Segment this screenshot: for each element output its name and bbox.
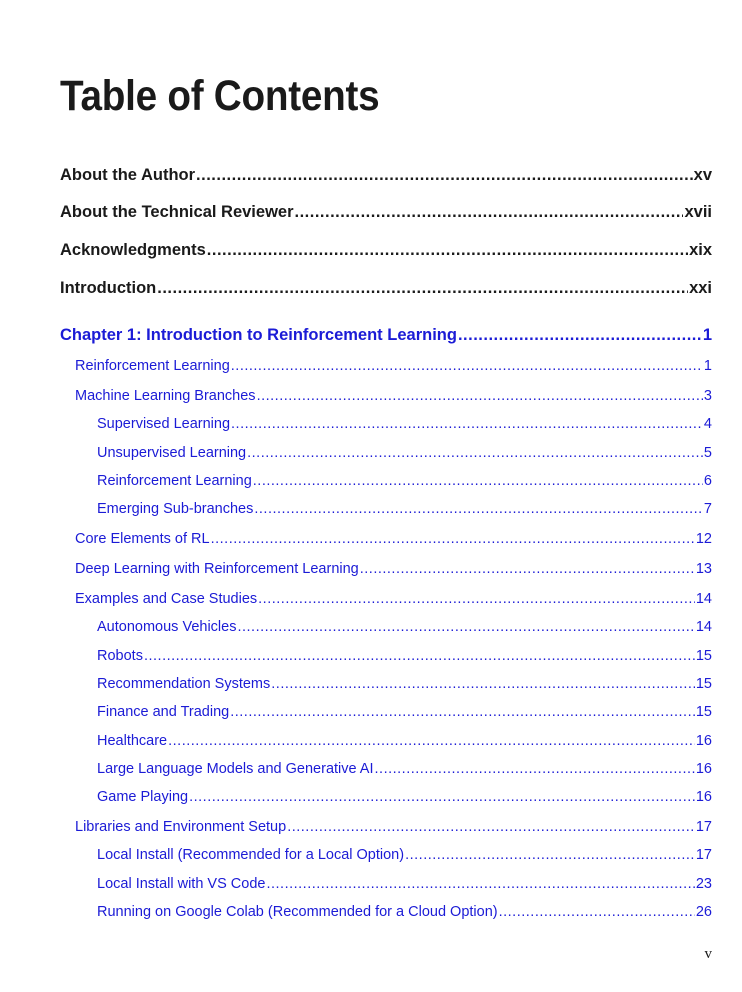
dot-leader xyxy=(405,847,695,863)
toc-entry-title: Reinforcement Learning xyxy=(97,473,252,489)
toc-entry[interactable] xyxy=(75,531,712,547)
toc-entry[interactable] xyxy=(75,591,712,607)
dot-leader xyxy=(258,591,695,607)
toc-entry-page: 13 xyxy=(695,561,712,577)
toc-entry-page: 26 xyxy=(695,904,712,920)
toc-entry-page: 1 xyxy=(703,358,712,374)
toc-entry-title: Examples and Case Studies xyxy=(75,591,258,607)
dot-leader xyxy=(207,241,688,260)
toc-subentry[interactable] xyxy=(97,904,712,920)
toc-entry-title: Emerging Sub-branches xyxy=(97,501,254,517)
toc-entry-title: Deep Learning with Reinforcement Learning xyxy=(75,561,359,577)
dot-leader xyxy=(254,501,703,517)
toc-entry-title: Supervised Learning xyxy=(97,416,231,432)
dot-leader xyxy=(287,819,695,835)
toc-entry-page: xv xyxy=(693,166,712,184)
toc-entry-title: Healthcare xyxy=(97,733,168,749)
toc-subentry[interactable] xyxy=(97,501,712,517)
dot-leader xyxy=(375,761,695,777)
toc-entry-title: Libraries and Environment Setup xyxy=(75,819,287,835)
dot-leader xyxy=(458,326,702,345)
toc-entry-page: 16 xyxy=(695,733,712,749)
dot-leader xyxy=(247,445,703,461)
dot-leader xyxy=(211,531,695,547)
dot-leader xyxy=(257,388,703,404)
dot-leader xyxy=(271,676,695,692)
toc-entry-title: About the Author xyxy=(60,166,196,184)
toc-entry-page: 17 xyxy=(695,819,712,835)
dot-leader xyxy=(189,789,695,805)
toc-entry-page: 7 xyxy=(703,501,712,517)
toc-entry-title: Running on Google Colab (Recommended for a Cloud Option) xyxy=(97,904,498,920)
toc-subentry[interactable] xyxy=(97,619,712,635)
toc-entry-page: 23 xyxy=(695,876,712,892)
toc-entry-title: Autonomous Vehicles xyxy=(97,619,237,635)
toc-entry-page: xvii xyxy=(684,203,712,221)
dot-leader xyxy=(168,733,695,749)
toc-entry-page: 15 xyxy=(695,704,712,720)
toc-entry[interactable] xyxy=(75,561,712,577)
toc-chapter-page: 1 xyxy=(702,326,712,344)
dot-leader xyxy=(237,619,694,635)
dot-leader xyxy=(499,904,695,920)
dot-leader xyxy=(196,166,693,185)
toc-entry-page: 12 xyxy=(695,531,712,547)
page-number: v xyxy=(704,946,712,962)
toc-entry-page: 16 xyxy=(695,789,712,805)
toc-entry-page: 14 xyxy=(695,591,712,607)
dot-leader xyxy=(157,279,688,298)
toc-entry-page: 6 xyxy=(703,473,712,489)
toc-subentry[interactable] xyxy=(97,876,712,892)
toc-subentry[interactable] xyxy=(97,676,712,692)
toc-entry-title: Game Playing xyxy=(97,789,189,805)
dot-leader xyxy=(231,416,703,432)
toc-entry-acknowledgments[interactable] xyxy=(60,241,712,260)
dot-leader xyxy=(360,561,695,577)
toc-entry-title: Unsupervised Learning xyxy=(97,445,247,461)
toc-entry-title: Acknowledgments xyxy=(60,241,206,259)
toc-entry-page: 16 xyxy=(695,761,712,777)
toc-entry-about-reviewer[interactable] xyxy=(60,203,712,222)
toc-subentry[interactable] xyxy=(97,761,712,777)
toc-entry[interactable] xyxy=(75,358,712,374)
toc-entry-introduction[interactable] xyxy=(60,279,712,298)
toc-entry-title: Local Install with VS Code xyxy=(97,876,266,892)
toc-subentry[interactable] xyxy=(97,847,712,863)
toc-subentry[interactable] xyxy=(97,789,712,805)
toc-subentry[interactable] xyxy=(97,733,712,749)
toc-subentry[interactable] xyxy=(97,473,712,489)
toc-entry-page: 3 xyxy=(703,388,712,404)
dot-leader xyxy=(266,876,694,892)
toc-chapter-title: Chapter 1: Introduction to Reinforcement Learning xyxy=(60,326,457,344)
toc-entry-title: Introduction xyxy=(60,279,157,297)
toc-entry-title: Finance and Trading xyxy=(97,704,230,720)
toc-entry-title: Robots xyxy=(97,648,143,664)
toc-chapter-1[interactable] xyxy=(60,326,712,345)
toc-entry-title: Reinforcement Learning xyxy=(75,358,230,374)
page-title: Table of Contents xyxy=(60,72,380,120)
toc-entry[interactable] xyxy=(75,388,712,404)
toc-entry-page: 14 xyxy=(695,619,712,635)
toc-entry-page: 15 xyxy=(695,648,712,664)
toc-entry-page: 4 xyxy=(703,416,712,432)
toc-subentry[interactable] xyxy=(97,416,712,432)
toc-entry-page: 17 xyxy=(695,847,712,863)
toc-entry-title: Core Elements of RL xyxy=(75,531,210,547)
dot-leader xyxy=(295,203,684,222)
dot-leader xyxy=(144,648,695,664)
dot-leader xyxy=(231,358,703,374)
toc-entry-title: Large Language Models and Generative AI xyxy=(97,761,374,777)
toc-entry-title: About the Technical Reviewer xyxy=(60,203,294,221)
toc-subentry[interactable] xyxy=(97,648,712,664)
dot-leader xyxy=(230,704,695,720)
toc-subentry[interactable] xyxy=(97,445,712,461)
toc-entry-title: Local Install (Recommended for a Local Option) xyxy=(97,847,405,863)
toc-entry[interactable] xyxy=(75,819,712,835)
toc-entry-about-author[interactable] xyxy=(60,166,712,185)
toc-entry-page: 15 xyxy=(695,676,712,692)
toc-entry-title: Machine Learning Branches xyxy=(75,388,256,404)
toc-entry-title: Recommendation Systems xyxy=(97,676,271,692)
toc-entry-page: 5 xyxy=(703,445,712,461)
toc-entry-page: xix xyxy=(689,241,712,259)
toc-subentry[interactable] xyxy=(97,704,712,720)
dot-leader xyxy=(253,473,703,489)
toc-entry-page: xxi xyxy=(689,279,712,297)
